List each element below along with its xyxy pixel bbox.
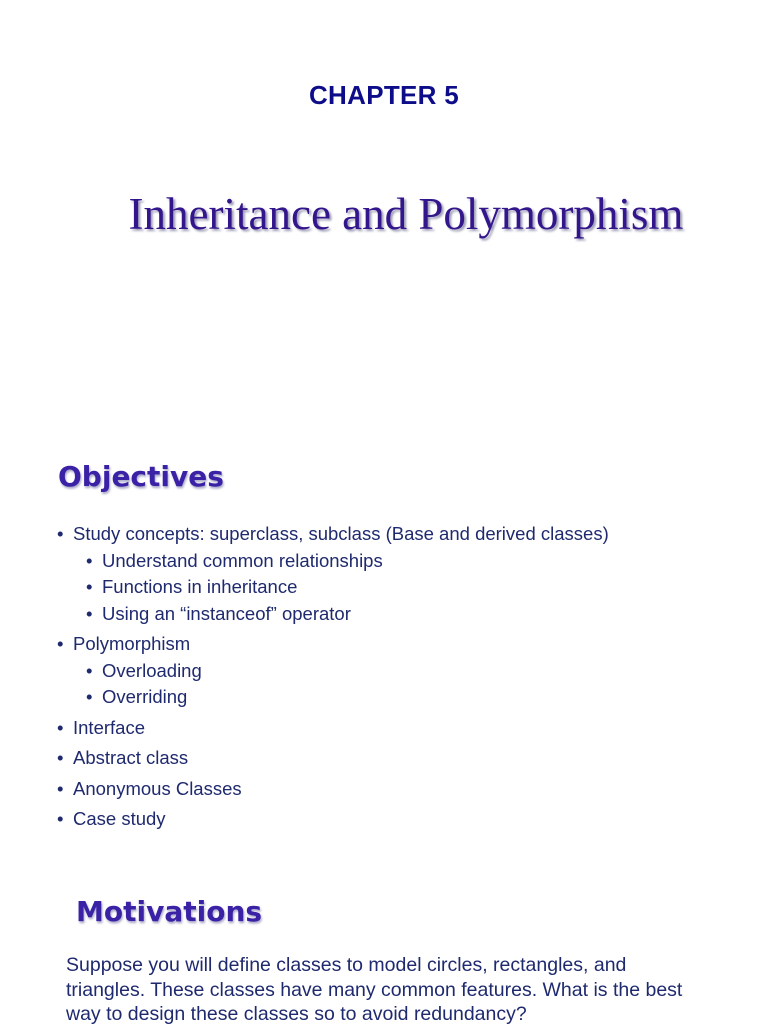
- objective-item: • Abstract class: [57, 745, 609, 772]
- chapter-label: CHAPTER 5: [308, 80, 460, 110]
- objective-subitem: • Overloading: [86, 658, 609, 685]
- objective-item: • Case study: [57, 806, 609, 833]
- motivation-paragraph: Suppose you will define classes to model circles, rectangles, and triangles. These classes have many common features. What is the best way to design these classes so to avoid redundancy?: [66, 954, 683, 1024]
- objective-item: • Anonymous Classes: [57, 776, 609, 803]
- objective-subitem: • Overriding: [86, 684, 609, 711]
- objectives-heading: Objectives: [58, 460, 224, 493]
- objective-item: • Interface: [57, 715, 609, 742]
- objective-subitem: • Functions in inheritance: [86, 574, 609, 601]
- motivations-heading: Motivations: [76, 895, 263, 928]
- objective-subitem: • Understand common relationships: [86, 548, 609, 575]
- objectives-list: [57, 521, 609, 833]
- objective-item: • Study concepts: superclass, subclass (Base and derived classes): [57, 521, 609, 548]
- slide-title: Inheritance and Polymorphism: [128, 189, 684, 239]
- objective-item: • Polymorphism: [57, 631, 609, 658]
- objective-subitem: • Using an “instanceof” operator: [86, 601, 609, 628]
